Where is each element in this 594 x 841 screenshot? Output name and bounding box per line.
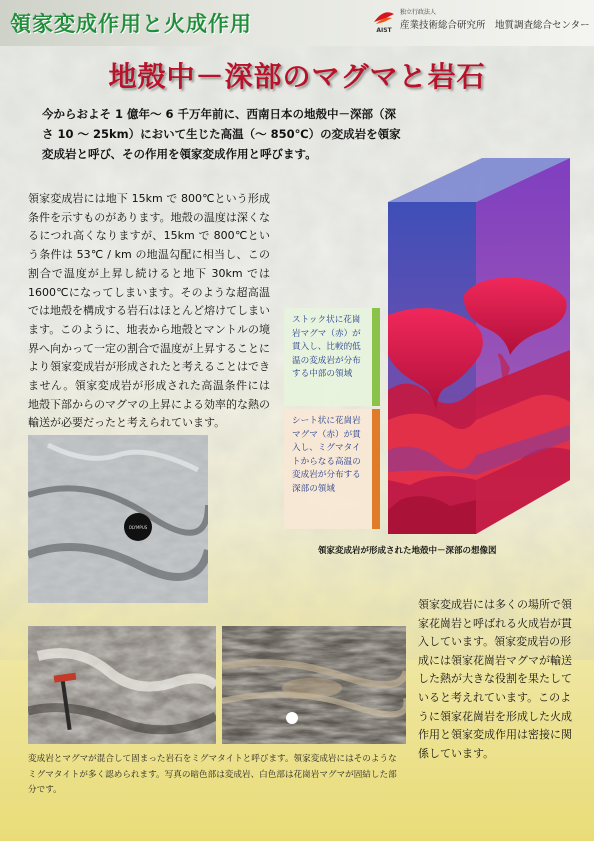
label-deep-text: シート状に花崗岩マグマ（赤）が貫入し、ミグマタイトからなる高温の変成岩が分布する深部の領域 [292,416,361,494]
photo-outcrop-hammer [28,626,216,744]
photo-caption: 変成岩とマグマが混合して固まった岩石をミグマタイトと呼びます。領家変成岩にはそのようなミグマタイトが多く認められます。写真の暗色部は変成岩、白色部は花崗岩マグマが固結した部分です。 [28,754,397,795]
category-title: 領家変成作用と火成作用 [10,12,252,36]
label-middle-zone [284,308,380,406]
body-text-left: 領家変成岩には地下 15km で 800℃という形成条件を示すものがあります。地殻の温度は深くなるにつれ高くなりますが、15km で 800℃という条件は 53℃ / km の地温勾配に相当し、この割合で温度が上昇し続けると地下 30km では 1600℃になってしまいます。そのような超高温では地殻を構成する岩石はほとんど熔けてしまいます。このように、地表から地殻とマントルの境界へ向かって一定の割合で温度が上昇することにより領家変成岩が形成されたと考えることはできません。領家変成岩が形成された高温条件には地殻下部からのマグマの上昇による効率的な熱の輸送が必要だったと考えられています。 [28,192,270,430]
aist-logo-text: AIST [376,27,392,34]
crust-block-diagram [370,150,592,540]
photo-layered-migmatite [222,626,406,744]
body-text-right: 領家変成岩には多くの場所で領家花崗岩と呼ばれる火成岩が貫入しています。領家変成岩の形成には領家花崗岩マグマが輸送した熱が大きな役割を果たしていると考えれています。このように領家花崗岩を形成した火成作用と領家変成作用は密接に関係しています。 [418,598,572,760]
org-type: 独立行政法人 [400,9,437,16]
photo-migmatite-closeup [28,435,208,603]
label-deep-zone [284,409,380,529]
lens-cap-text: OLYMPUS [128,525,148,530]
scale-marker-dot [286,712,298,724]
org-name: 産業技術総合研究所 地質調査総合センター [400,20,590,31]
aist-logo-icon [372,8,396,34]
diagram-caption: 領家変成岩が形成された地殻中－深部の想像図 [318,546,497,556]
intro-text: 今からおよそ 1 億年～ 6 千万年前に、西南日本の地殻中－深部（深さ 10 ～ 25km）において生じた高温（～ 850℃）の変成岩を領家変成岩と呼び、その作用を領家変成作用と呼びます。 [42,107,401,161]
label-middle-text: ストック状に花崗岩マグマ（赤）が貫入し、比較的低温の変成岩が分布する中部の領域 [292,315,361,379]
page-title: 地殻中－深部のマグマと岩石 [108,60,486,93]
